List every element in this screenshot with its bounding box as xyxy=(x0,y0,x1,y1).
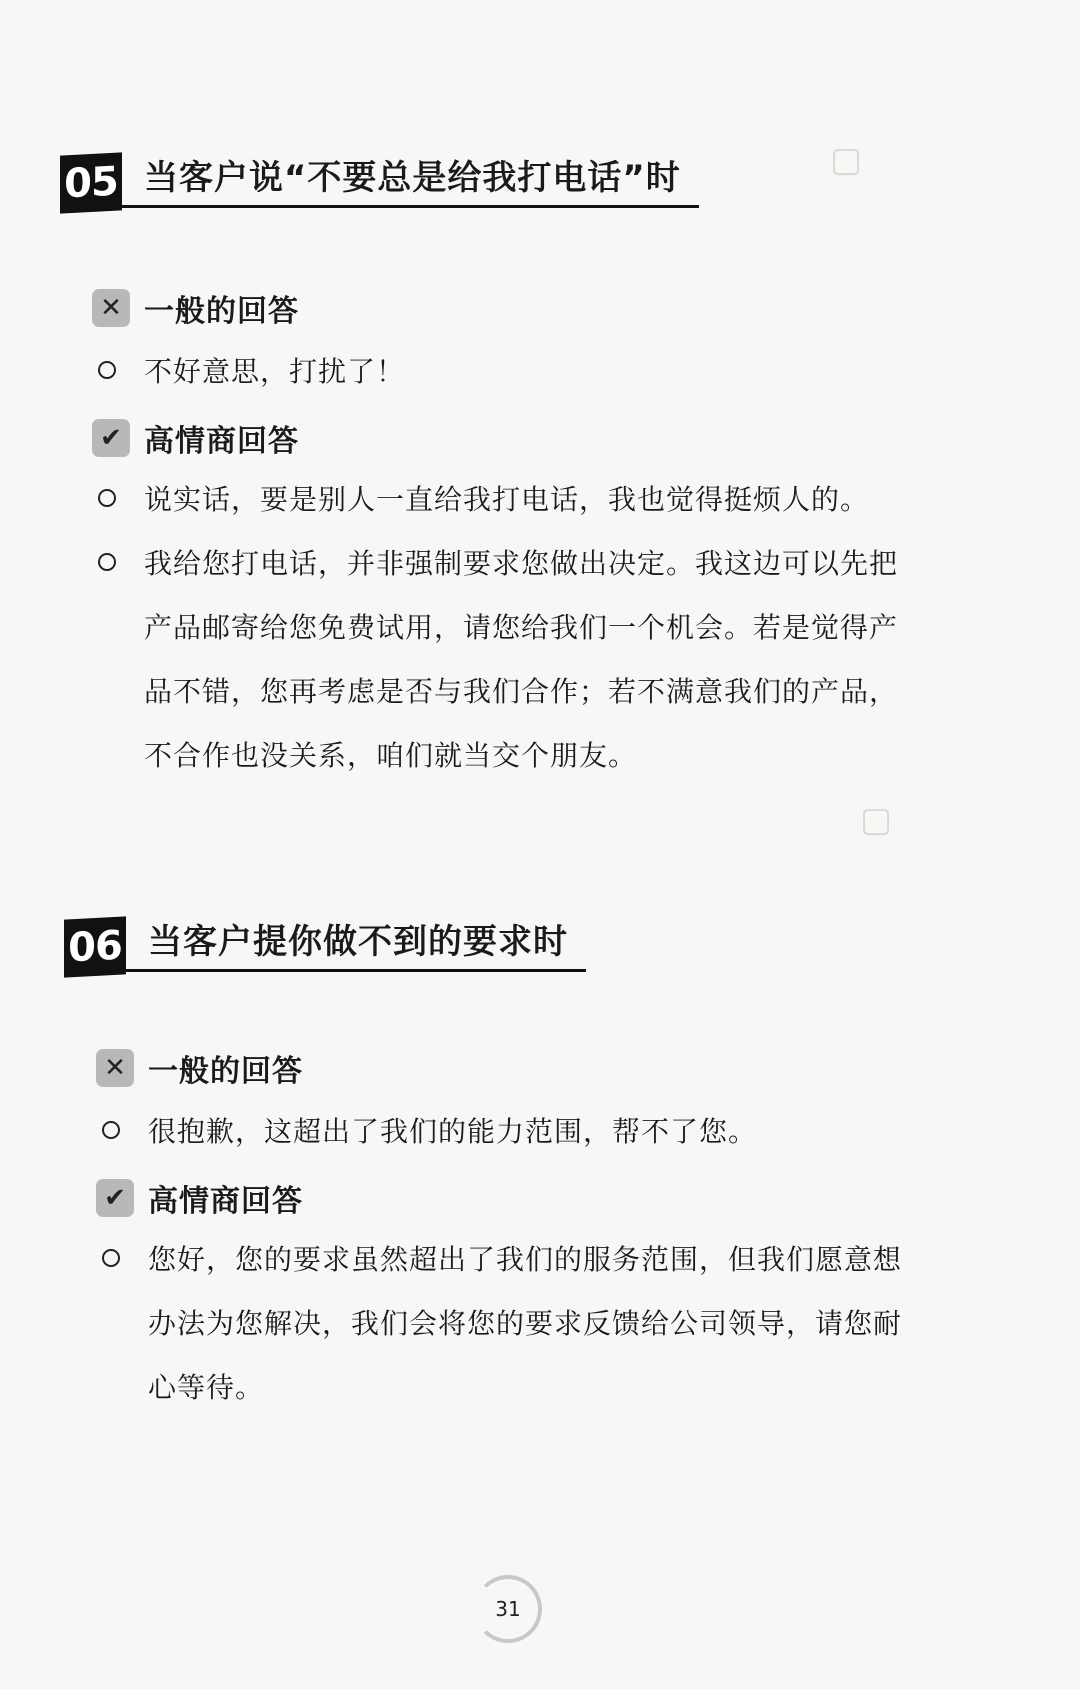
bleed-through: ▢ xyxy=(830,140,863,180)
check-icon: ✔ xyxy=(96,1179,134,1217)
general-answer-label: ✕ 一般的回答 xyxy=(96,1046,926,1090)
bleed-through: ▢ xyxy=(860,800,893,840)
eq-answer-label: ✔ 高情商回答 xyxy=(96,1176,926,1220)
page-number: 31 xyxy=(474,1575,542,1643)
list-item: 您好，您的要求虽然超出了我们的服务范围，但我们愿意想办法为您解决，我们会将您的要求反馈给公司领导，请您耐心等待。 xyxy=(102,1228,926,1420)
section-06 xyxy=(64,912,586,976)
eq-answer-label: ✔ 高情商回答 xyxy=(92,416,922,460)
bullet-icon xyxy=(98,553,116,571)
section-05-body xyxy=(60,286,922,788)
section-header xyxy=(60,148,699,212)
bullet-icon xyxy=(102,1121,120,1139)
section-number: 06 xyxy=(64,916,126,977)
bullet-icon xyxy=(98,361,116,379)
x-icon: ✕ xyxy=(92,289,130,327)
list-item: 说实话，要是别人一直给我打电话，我也觉得挺烦人的。 xyxy=(98,468,922,532)
list-item: 不好意思，打扰了！ xyxy=(98,340,922,404)
section-header xyxy=(64,912,586,976)
section-title: 当客户提你做不到的要求时 xyxy=(148,922,568,962)
list-item: 我给您打电话，并非强制要求您做出决定。我这边可以先把产品邮寄给您免费试用，请您给我们一个机会。若是觉得产品不错，您再考虑是否与我们合作；若不满意我们的产品，不合作也没关系，咱们就当交个朋友。 xyxy=(98,532,922,788)
x-icon: ✕ xyxy=(96,1049,134,1087)
section-06-body xyxy=(64,1046,926,1420)
section-05 xyxy=(60,148,699,212)
section-title: 当客户说“不要总是给我打电话”时 xyxy=(144,158,681,198)
check-icon: ✔ xyxy=(92,419,130,457)
section-number: 05 xyxy=(60,152,122,213)
list-item: 很抱歉，这超出了我们的能力范围，帮不了您。 xyxy=(102,1100,926,1164)
general-answer-label: ✕ 一般的回答 xyxy=(92,286,922,330)
bullet-icon xyxy=(102,1249,120,1267)
bullet-icon xyxy=(98,489,116,507)
